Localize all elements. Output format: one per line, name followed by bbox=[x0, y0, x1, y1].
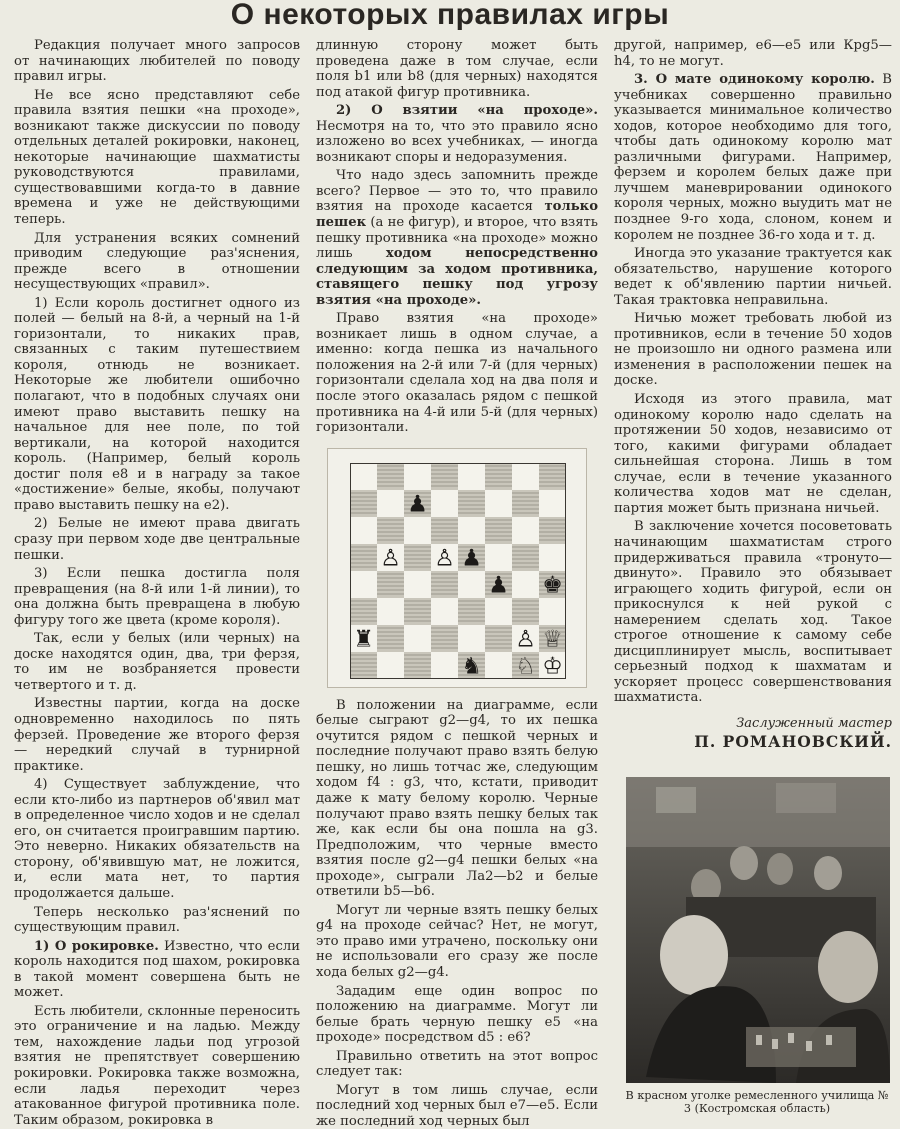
article-column-2 bbox=[316, 38, 598, 1129]
paragraph: Ничью может требовать любой из противников, если в течение 50 ходов не произошло ни одного размена или изменения в расположении пешек на доске. bbox=[614, 311, 892, 389]
light-square bbox=[512, 571, 539, 598]
light-square bbox=[458, 463, 485, 490]
light-square bbox=[404, 517, 431, 544]
chess-piece-h4: ♚ bbox=[542, 572, 563, 599]
light-square bbox=[404, 625, 431, 652]
paragraph-text: Что надо здесь запомнить прежде всего? Первое — это то, что правило взятия на проходе касается bbox=[316, 168, 598, 215]
light-square bbox=[431, 652, 458, 679]
chess-piece-e5: ♟ bbox=[461, 545, 482, 572]
paragraph-text: Несмотря на то, что это правило ясно изложено во всех учебниках, — иногда возникают споры и недоразумения. bbox=[316, 118, 598, 165]
light-square bbox=[350, 571, 377, 598]
section-heading-mate: 3. О мате одинокому королю. bbox=[634, 72, 875, 88]
section-heading-en-passant: 2) О взятии «на проходе». bbox=[336, 103, 598, 119]
paragraph: Право взятия «на проходе» возникает лишь в одном случае, а именно: когда пешка из начального положения на 2-й или 7-й (для черных) горизонтали сделала ход на два поля и после этого оказалась рядом с пешкой противника на 4-й или 5-й (для черных) горизонтали. bbox=[316, 311, 598, 436]
light-square bbox=[377, 652, 404, 679]
section-heading-castling: 1) О рокировке. bbox=[34, 938, 159, 954]
chess-piece-h1: ♔ bbox=[542, 653, 563, 680]
paragraph-text: (а не фигур), и второе, что взять пешку противника «на проходе» можно лишь bbox=[316, 215, 598, 262]
light-square bbox=[539, 490, 566, 517]
paragraph: В заключение хочется посоветовать начинающим шахматистам строго придерживаться правила «тронуто—двинуто». Правило это обязывает играющего ходить фигурой, если он прикоснулся к ней рукой с намерением сделать ход. Такое строгое отношение к самому себе дисциплинирует мысль, воспитывает серьезный подход к шахматам и ускоряет процесс совершенствования шахматиста. bbox=[614, 519, 892, 706]
light-square bbox=[485, 544, 512, 571]
paragraph: 1) Если король достигнет одного из полей — белый на 8-й, а черный на 1-й горизонтали, то никаких прав, связанных с таким путешествием короля, отнюдь не возникает. Некоторые же любители ошибочно полагают, что в подобных случаях они имеют право выставить пешку на начальное для нее поле, по той вертикали, на которой находится король. (Например, белый король достиг поля е8 и в награду за такое «достижение» белые, якобы, получают право выставить пешку на е2). bbox=[14, 295, 300, 513]
light-square bbox=[512, 517, 539, 544]
author-name: П. РОМАНОВСКИЙ. bbox=[694, 731, 892, 751]
chess-piece-a2: ♜ bbox=[353, 626, 374, 653]
light-square bbox=[485, 652, 512, 679]
chess-piece-d5: ♙ bbox=[434, 545, 455, 572]
light-square bbox=[350, 463, 377, 490]
light-square bbox=[539, 598, 566, 625]
photo-caption: В красном уголке ремесленного училища № 3 (Костромская область) bbox=[625, 1089, 889, 1116]
light-square bbox=[458, 571, 485, 598]
light-square bbox=[350, 517, 377, 544]
light-square bbox=[458, 625, 485, 652]
light-square bbox=[512, 463, 539, 490]
paragraph: Зададим еще один вопрос по положению на диаграмме. Могут ли белые брать черную пешку е5 «на проходе» посредством d5 : е6? bbox=[316, 983, 598, 1046]
paragraph: Не все ясно представляют себе правила взятия пешки «на проходе», возникают также дискуссии по поводу отдельных деталей рокировки, наконец, некоторые начинающие шахматисты руководствуются правилами, существовавшими когда-то в давние времена и уже не действующими теперь. bbox=[14, 87, 300, 228]
photo-image bbox=[626, 777, 890, 1083]
chess-piece-e1: ♞ bbox=[461, 653, 482, 680]
paragraph: Иногда это указание трактуется как обязательство, нарушение которого ведет к об'явлению партии ничьей. Такая трактовка неправильна. bbox=[614, 246, 892, 308]
chess-piece-b5: ♙ bbox=[380, 545, 401, 572]
paragraph: 4) Существует заблуждение, что если кто-либо из партнеров об'явил мат в определенное число ходов и не сделал его, он считается проигравшим партию. Это неверно. Никаких обязательств на сторону, об'явившую мат, не ложится, и, если мата нет, то партия продолжается дальше. bbox=[14, 777, 300, 901]
paragraph: Для устранения всяких сомнений приводим следующие раз'яснения, прежде всего в отношении несуществующих «правил». bbox=[14, 230, 300, 293]
paragraph: 2) Белые не имеют права двигать сразу при первом ходе две центральные пешки. bbox=[14, 516, 300, 563]
light-square bbox=[431, 598, 458, 625]
chess-piece-f4: ♟ bbox=[488, 572, 509, 599]
author-title: Заслуженный мастер bbox=[736, 715, 892, 731]
bold-phrase: только пешек bbox=[316, 199, 598, 231]
light-square bbox=[458, 517, 485, 544]
light-square bbox=[377, 490, 404, 517]
light-square bbox=[485, 490, 512, 517]
paragraph: Известны партии, когда на доске одновременно находилось по пять ферзей. Проведение же второго ферзя — нередкий случай в турнирной практике. bbox=[14, 696, 300, 774]
bold-phrase: ходом непосредственно следующим за ходом противника, ставящего пешку под угрозу взятия «на проходе». bbox=[316, 246, 598, 308]
light-square bbox=[404, 463, 431, 490]
article-title: О некоторых правилах игры bbox=[230, 0, 670, 31]
paragraph: Могут в том лишь случае, если последний ход черных был е7—е5. Если же последний ход черных был bbox=[316, 1082, 598, 1129]
article-column-3 bbox=[614, 38, 892, 1116]
paragraph: В положении на диаграмме, если белые сыграют g2—g4, то их пешка очутится рядом с пешкой черных и последние получают право взять белую пешку, но лишь тотчас же, следующим ходом f4 : g3, что, кстати, приводит даже к мату белому королю. Черные получают право взять пешку белых так же, как если бы она пошла на g3. Предположим, что черные вместо взятия после g2—g4 пешки белых «на проходе», сыграли Ла2—b2 и белые ответили b5—b6. bbox=[316, 697, 598, 900]
paragraph: Правильно ответить на этот вопрос следует так: bbox=[316, 1048, 598, 1080]
paragraph-rule bbox=[316, 168, 598, 308]
photo-chess-club bbox=[626, 777, 890, 1083]
paragraph: Редакция получает много запросов от начинающих любителей по поводу правил игры. bbox=[14, 38, 300, 85]
paragraph-castling bbox=[14, 939, 300, 1001]
chess-diagram bbox=[327, 448, 587, 688]
chess-piece-g2: ♙ bbox=[515, 626, 536, 653]
light-square bbox=[431, 490, 458, 517]
light-square bbox=[404, 571, 431, 598]
chess-board bbox=[350, 463, 566, 679]
paragraph-en-passant bbox=[316, 103, 598, 165]
light-square bbox=[539, 544, 566, 571]
paragraph: другой, например, е6—е5 или Крg5—h4, то не могут. bbox=[614, 38, 892, 69]
light-square bbox=[377, 598, 404, 625]
paragraph-text: В учебниках совершенно правильно указывается минимальное количество ходов, которое необходимо для того, чтобы дать одинокому королю мат различными фигурами. Например, ферзем и королем белых даже при лучшем маневрировании одинокого короля черных, можно выудить мат не позднее 9-го хода, слоном, конем и королем не позднее 36-го хода и т. д. bbox=[614, 72, 892, 243]
light-square bbox=[485, 598, 512, 625]
paragraph: Исходя из этого правила, мат одинокому королю надо сделать на протяжении 50 ходов, независимо от того, какими фигурами обладает сильнейшая сторона. Лишь в том случае, если в течение указанного количества ходов мат не сделан, партия может быть признана ничьей. bbox=[614, 392, 892, 516]
paragraph-text: Известно, что если король находится под шахом, рокировка в такой момент совершена быть не может. bbox=[14, 938, 300, 1001]
paragraph: Так, если у белых (или черных) на доске находятся один, два, три ферзя, то им не возбраняется провести четвертого и т. д. bbox=[14, 631, 300, 693]
chess-piece-c7: ♟ bbox=[407, 491, 428, 518]
paragraph: Есть любители, склонные переносить это ограничение и на ладью. Между тем, нахождение ладьи под угрозой взятия не препятствует совершению рокировки. Рокировка также возможна, если ладья переходит через атакованное фигурой противника поле. Таким образом, рокировка в bbox=[14, 1003, 300, 1128]
paragraph: длинную сторону может быть проведена даже в том случае, если поля b1 или b8 (для черных) находятся под атакой фигур противника. bbox=[316, 38, 598, 100]
article-column-1 bbox=[14, 38, 300, 1128]
paragraph: Теперь несколько раз'яснений по существующим правил. bbox=[14, 904, 300, 936]
paragraph-mate bbox=[614, 72, 892, 243]
chess-piece-g1: ♘ bbox=[515, 653, 536, 680]
chess-piece-h2: ♕ bbox=[542, 626, 563, 653]
paragraph: Могут ли черные взять пешку белых g4 на проходе сейчас? Нет, не могут, это право ими утрачено, поскольку они не использовали его сразу же после хода белых g2—g4. bbox=[316, 902, 598, 980]
paragraph: 3) Если пешка достигла поля превращения (на 8-й или 1-й линии), то она должна быть превращена в любую фигуру того же цвета (кроме короля). bbox=[14, 566, 300, 628]
